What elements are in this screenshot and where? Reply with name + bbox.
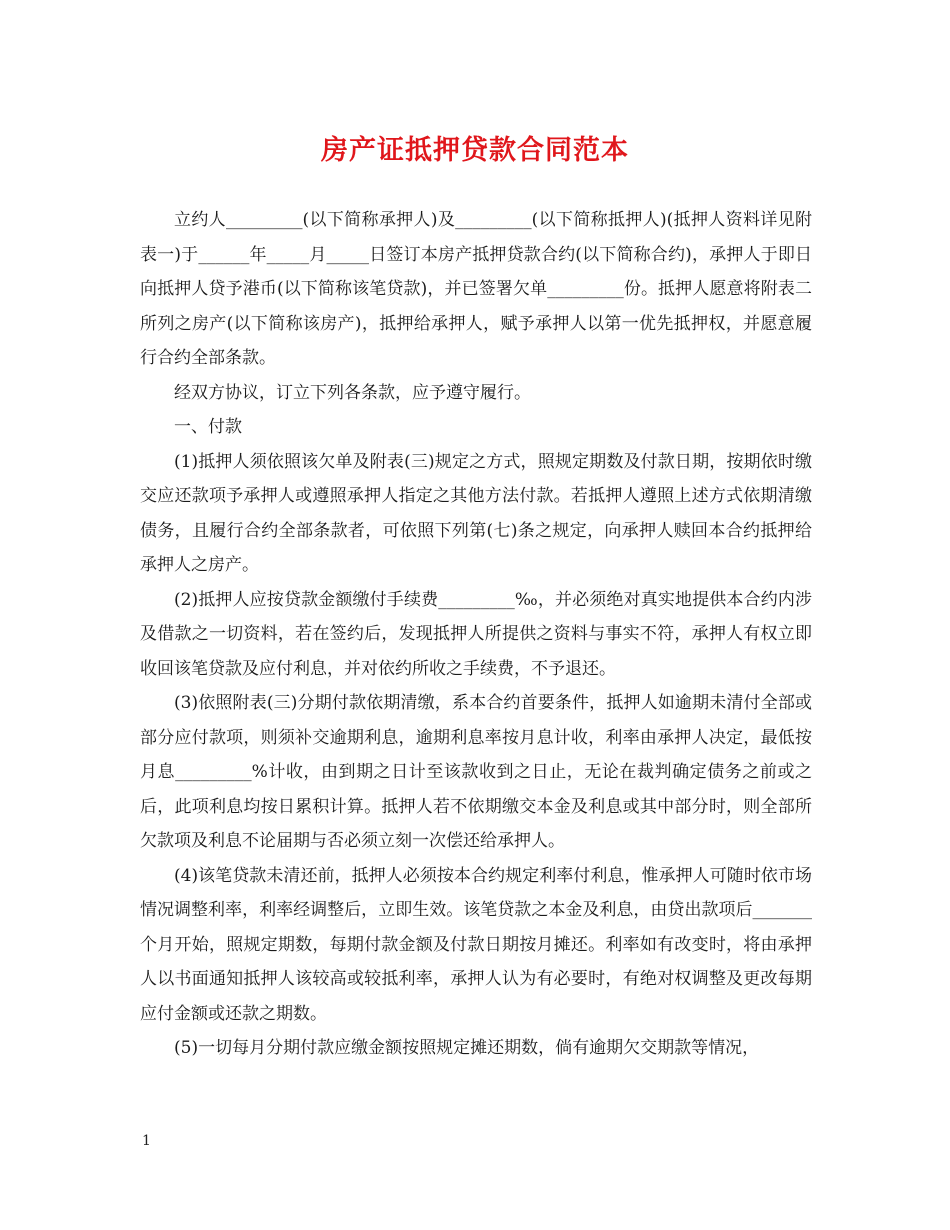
section-heading-payment: 一、付款 [174, 417, 242, 437]
paragraph-preamble: 立约人_________(以下简称承押人)及_________(以下简称抵押人)(抵押人资料详见附表一)于______年_____月_____日签订本房产抵押贷款合约(以下简称合约)，承押人于即日向抵押人贷予港币(以下简称该笔贷款)，并已签署欠单_________份。抵押人愿意将附表二所列之房产(以下简称该房产)，抵押给承押人，赋予承押人以第一优先抵押权，并愿意履行合约全部条款。 [140, 210, 812, 368]
clause-3: (3)依照附表(三)分期付款依期清缴，系本合约首要条件，抵押人如逾期未清付全部或部分应付款项，则须补交逾期利息，逾期利息率按月息计收，利率由承押人决定，最低按月息_________%计收，由到期之日计至该款收到之日止，无论在裁判确定债务之前或之后，此项利息均按日累积计算。抵押人若不依期缴交本金及利息或其中部分时，则全部所欠款项及利息不论届期与否必须立刻一次偿还给承押人。 [140, 693, 812, 851]
clause-5: (5)一切每月分期付款应缴金额按照规定摊还期数，倘有逾期欠交期款等情况， [174, 1038, 760, 1058]
clause-4: (4)该笔贷款未清还前，抵押人必须按本合约规定利率付利息，惟承押人可随时依市场情况调整利率，利率经调整后，立即生效。该笔贷款之本金及利息，由贷出款项后_______个月开始，照规定期数，每期付款金额及付款日期按月摊还。利率如有改变时，将由承押人以书面通知抵押人该较高或较抵利率，承押人认为有必要时，有绝对权调整及更改每期应付金额或还款之期数。 [140, 865, 812, 1024]
document-title: 房产证抵押贷款合同范本 [321, 135, 629, 166]
page-number: 1 [142, 1133, 151, 1149]
clause-2: (2)抵押人应按贷款金额缴付手续费_________‰，并必须绝对真实地提供本合约内涉及借款之一切资料，若在签约后，发现抵押人所提供之资料与事实不符，承押人有权立即收回该笔贷款及应付利息，并对依约所收之手续费，不予退还。 [140, 589, 812, 679]
document-body [140, 203, 812, 1066]
clause-1: (1)抵押人须依照该欠单及附表(三)规定之方式，照规定期数及付款日期，按期依时缴交应还款项予承押人或遵照承押人指定之其他方法付款。若抵押人遵照上述方式依期清缴债务，且履行合约全部条款者，可依照下列第(七)条之规定，向承押人赎回本合约抵押给承押人之房产。 [140, 451, 812, 575]
paragraph-agreement: 经双方协议，订立下列各条款，应予遵守履行。 [174, 382, 531, 403]
